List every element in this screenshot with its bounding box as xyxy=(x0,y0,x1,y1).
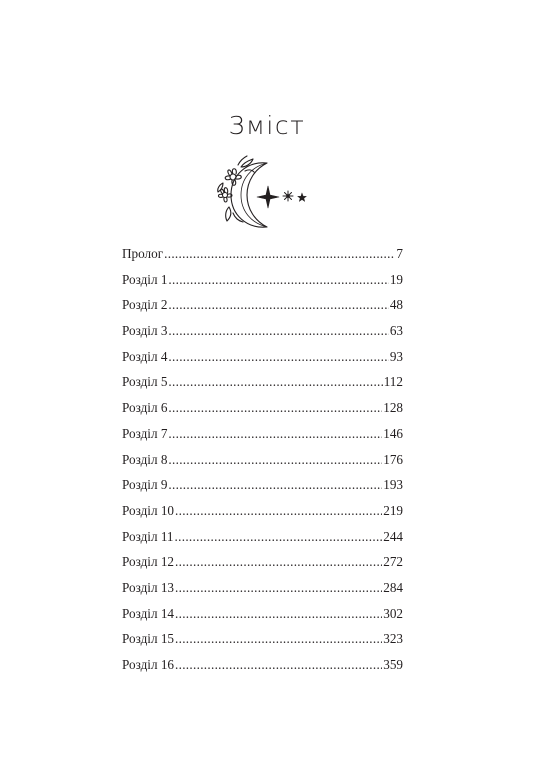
toc-entry-label: Розділ 1 xyxy=(122,271,168,287)
dot-leader xyxy=(168,318,388,344)
table-of-contents xyxy=(122,241,403,678)
dot-leader xyxy=(175,601,382,627)
toc-entry-label: Пролог xyxy=(122,246,164,261)
toc-entry-label: Розділ 7 xyxy=(122,425,168,441)
toc-entry-chapter-13[interactable] xyxy=(122,575,403,601)
toc-entry-page: 244 xyxy=(383,528,403,544)
toc-entry-page: 302 xyxy=(383,605,403,621)
toc-entry-chapter-11[interactable] xyxy=(122,524,403,550)
toc-entry-page: 19 xyxy=(389,271,403,287)
toc-entry-chapter-10[interactable] xyxy=(122,498,403,524)
toc-entry-label: Розділ 2 xyxy=(122,297,168,313)
toc-entry-chapter-14[interactable] xyxy=(122,601,403,627)
dot-leader xyxy=(175,575,382,601)
dot-leader xyxy=(175,524,383,550)
toc-entry-page: 359 xyxy=(383,657,403,672)
toc-entry-label: Розділ 15 xyxy=(122,631,175,647)
toc-entry-label: Розділ 6 xyxy=(122,400,168,416)
dot-leader xyxy=(168,292,388,318)
toc-entry-page: 48 xyxy=(389,297,403,313)
toc-entry-label: Розділ 3 xyxy=(122,323,168,339)
toc-entry-chapter-1[interactable] xyxy=(122,267,403,293)
toc-entry-page: 272 xyxy=(383,554,403,570)
toc-entry-page: 323 xyxy=(383,631,403,647)
toc-entry-label: Розділ 10 xyxy=(122,502,175,518)
toc-entry-page: 7 xyxy=(396,246,403,261)
toc-entry-page: 219 xyxy=(383,502,403,518)
toc-entry-page: 63 xyxy=(389,323,403,339)
toc-entry-page: 284 xyxy=(383,579,403,595)
toc-entry-label: Розділ 8 xyxy=(122,451,168,467)
toc-entry-page: 128 xyxy=(383,400,403,416)
toc-entry-chapter-15[interactable] xyxy=(122,626,403,652)
crescent-moon-flowers-stars-icon xyxy=(211,155,316,235)
toc-entry-chapter-7[interactable] xyxy=(122,421,403,447)
dot-leader xyxy=(175,626,382,652)
toc-entry-label: Розділ 5 xyxy=(122,374,168,390)
toc-entry-chapter-8[interactable] xyxy=(122,447,403,473)
toc-entry-label: Розділ 13 xyxy=(122,579,175,595)
toc-entry-prologue[interactable] xyxy=(122,241,403,267)
toc-entry-chapter-5[interactable] xyxy=(122,369,403,395)
toc-entry-label: Розділ 14 xyxy=(122,605,175,621)
toc-entry-page: 112 xyxy=(383,374,403,390)
dot-leader xyxy=(175,549,382,575)
dot-leader xyxy=(168,344,388,370)
toc-entry-label: Розділ 11 xyxy=(122,528,174,544)
dot-leader xyxy=(168,447,382,473)
toc-entry-chapter-6[interactable] xyxy=(122,395,403,421)
dot-leader xyxy=(168,267,388,293)
toc-entry-page: 93 xyxy=(389,348,403,364)
dot-leader xyxy=(168,472,382,498)
toc-entry-page: 146 xyxy=(383,425,403,441)
dot-leader xyxy=(164,241,395,267)
dot-leader xyxy=(168,395,382,421)
toc-entry-chapter-3[interactable] xyxy=(122,318,403,344)
toc-entry-label: Розділ 4 xyxy=(122,348,168,364)
toc-entry-label: Розділ 12 xyxy=(122,554,175,570)
dot-leader xyxy=(175,498,382,524)
toc-entry-page: 176 xyxy=(383,451,403,467)
dot-leader xyxy=(168,369,382,395)
toc-entry-page: 193 xyxy=(383,477,403,493)
toc-entry-chapter-9[interactable] xyxy=(122,472,403,498)
toc-entry-chapter-16[interactable] xyxy=(122,652,403,678)
toc-entry-label: Розділ 16 xyxy=(122,657,175,672)
toc-entry-chapter-2[interactable] xyxy=(122,292,403,318)
toc-entry-chapter-4[interactable] xyxy=(122,344,403,370)
page-title: Зміст xyxy=(228,111,306,140)
toc-entry-label: Розділ 9 xyxy=(122,477,168,493)
dot-leader xyxy=(168,421,382,447)
dot-leader xyxy=(175,652,382,678)
toc-entry-chapter-12[interactable] xyxy=(122,549,403,575)
